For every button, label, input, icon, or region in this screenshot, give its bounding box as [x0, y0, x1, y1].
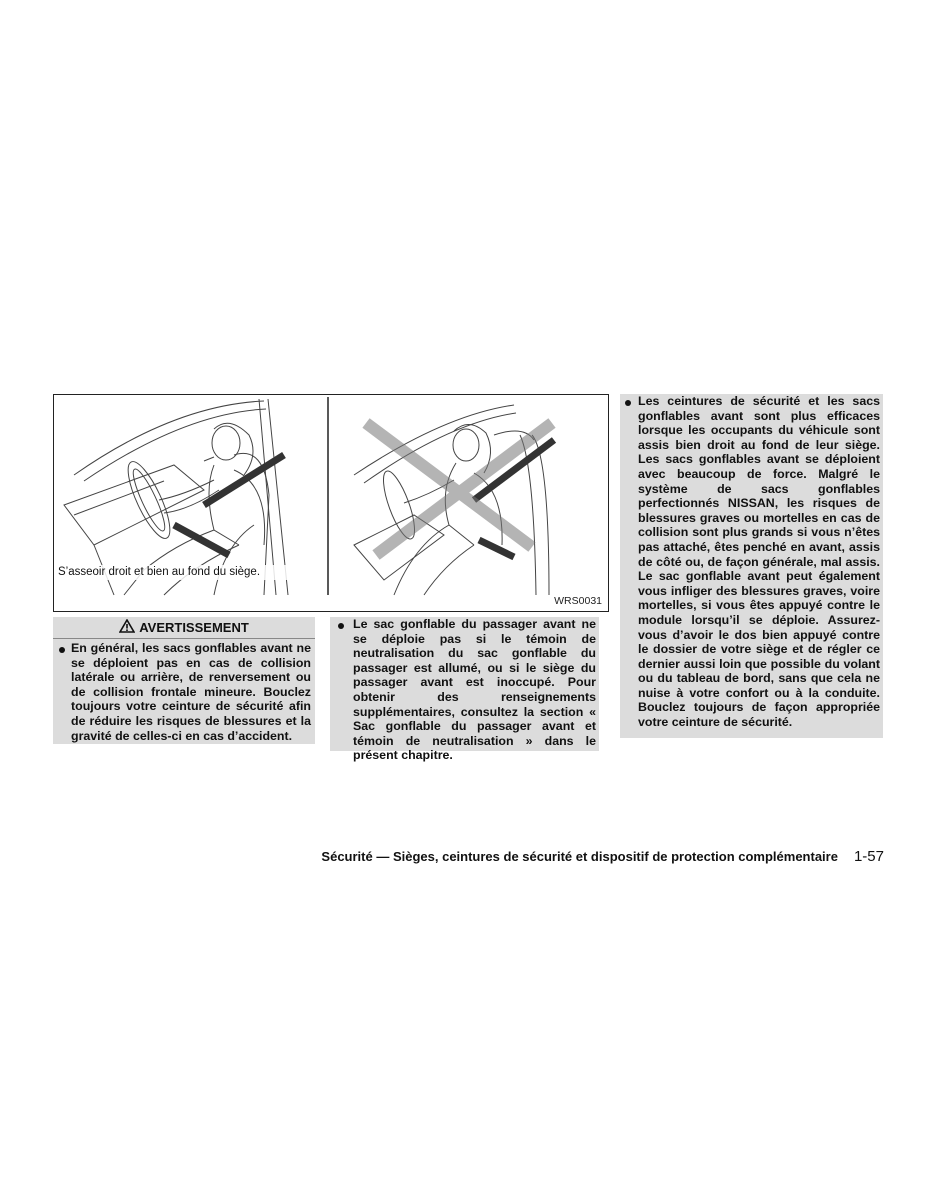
seating-illustration — [53, 394, 609, 612]
page-number: 1-57 — [853, 848, 884, 865]
seatbelt-lap — [174, 525, 229, 555]
warning-triangle-icon — [119, 619, 135, 636]
cross-out-mark — [366, 423, 552, 555]
right-note-text: Les ceintures de sécurité et les sacs gonflables avant sont plus efficaces lorsque les occupants du véhicule sont assis bien droit au fond de leur siège. Les sacs gonflables avant se déploient avec beaucoup de force. Malgré le système de sacs gonflables perfectionnés NISSAN, les risques de blessures graves ou mortelles en cas de collision sont plus grands si vous n’êtes pas attaché, êtes penché en avant, assis de côté ou, de façon générale, mal assis. Le sac gonflable avant peut également vous infliger des blessures graves, voire mortelles, si vous êtes appuyé contre le module lorsqu’il se déploie. Assurez-vous d’avoir le dos bien appuyé contre le dossier de votre siège et de régler ce dernier aussi loin que possible du volant ou du tableau de bord, sans que cela ne nuise à votre confort ou à la conduite. Bouclez toujours de façon appropriée votre ceinture de sécurité. — [638, 394, 880, 730]
seatbelt-shoulder — [204, 455, 284, 505]
bullet-icon — [338, 623, 344, 629]
bullet-icon — [625, 400, 631, 406]
section-title: Sécurité — Sièges, ceintures de sécurité et dispositif de protection complémentaire — [321, 849, 838, 864]
figure-caption: S’asseoir droit et bien au fond du siège. — [58, 565, 288, 580]
page-footer — [294, 848, 884, 868]
warning-heading-text: AVERTISSEMENT — [139, 619, 249, 635]
warning-text: En général, les sacs gonflables avant ne se déploient pas en cas de collision latérale ou arrière, de renversement ou de collision frontale mineure. Bouclez toujours votre ceinture de sécurité afin de réduire les risques de blessures et la gravité de celles-ci en cas d’accident. — [71, 641, 311, 743]
seatbelt-lap-right — [479, 540, 514, 557]
warning-divider — [53, 638, 315, 639]
middle-note-text: Le sac gonflable du passager avant ne se déploie pas si le témoin de neutralisation du sac gonflable du passager est allumé, ou si le siège du passager avant est inoccupé. Pour obtenir des renseignements supplémentaires, consultez la section « Sac gonflable du passager avant et témoin de neutralisation » dans le présent chapitre. — [353, 617, 596, 763]
warning-heading — [53, 617, 315, 637]
bullet-icon — [59, 647, 65, 653]
figure-code: WRS0031 — [554, 595, 602, 607]
